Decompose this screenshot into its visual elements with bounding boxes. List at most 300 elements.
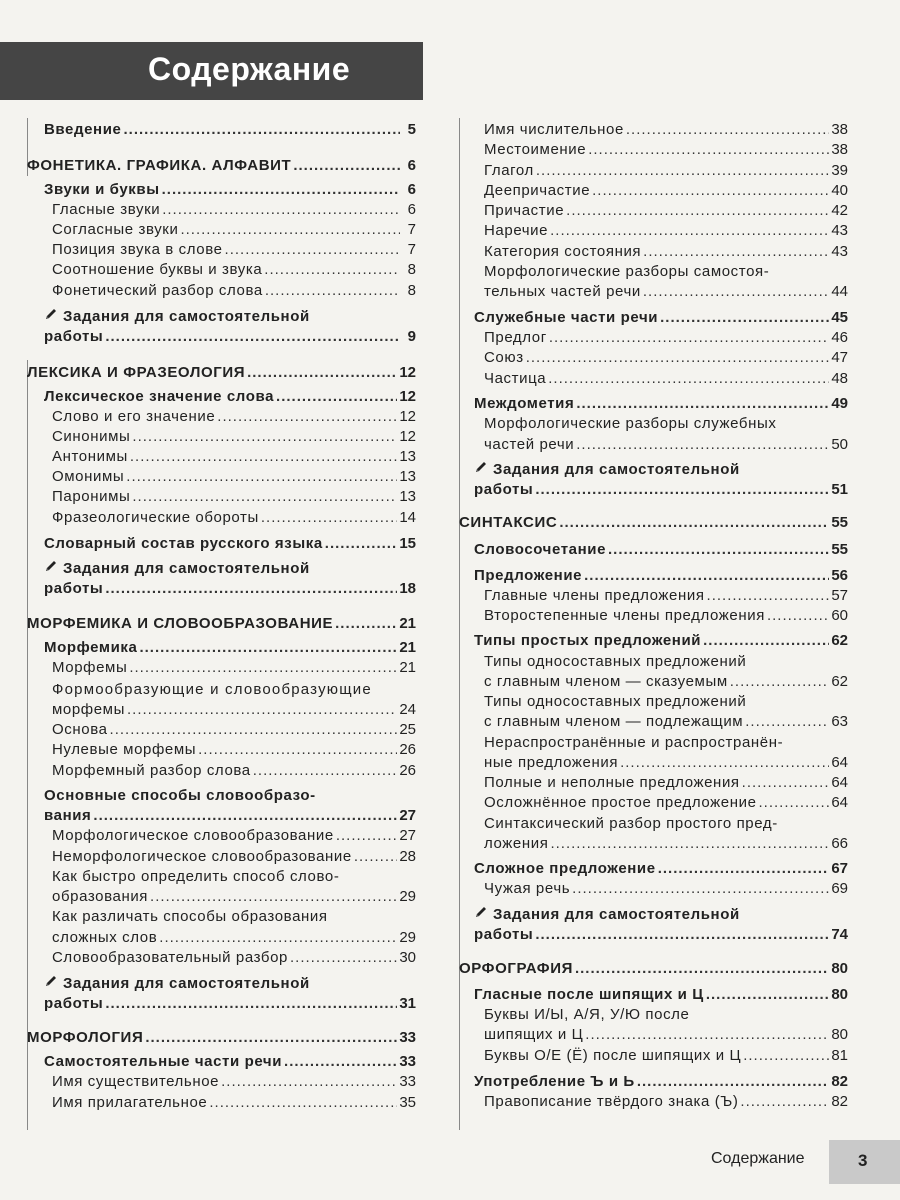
toc-page-number: 6 xyxy=(407,181,416,198)
toc-entry xyxy=(484,712,848,732)
toc-entry xyxy=(44,994,416,1014)
toc-entry-title: Морфемный разбор слова xyxy=(52,762,251,779)
left-column-rule xyxy=(27,360,28,610)
toc-entry-title: Позиция звука в слове xyxy=(52,241,223,258)
toc-entry-title: Словообразовательный разбор xyxy=(52,949,288,966)
leader-dots xyxy=(132,427,397,447)
toc-entry xyxy=(484,201,848,221)
toc-page-number: 26 xyxy=(399,741,416,758)
toc-entry-title: Имя числительное xyxy=(484,121,624,138)
leader-dots xyxy=(253,761,398,781)
toc-page-number: 18 xyxy=(399,580,416,597)
toc-entry xyxy=(52,867,416,887)
leader-dots xyxy=(620,753,829,773)
leader-dots xyxy=(535,925,829,945)
toc-entry-title: Морфологическое словообразование xyxy=(52,827,334,844)
toc-page-number: 13 xyxy=(399,488,416,505)
leader-dots xyxy=(707,586,830,606)
toc-entry xyxy=(484,834,848,854)
toc-page-number: 30 xyxy=(399,949,416,966)
toc-entry-title: Словарный состав русского языка xyxy=(44,535,323,552)
toc-page-number: 55 xyxy=(831,514,848,531)
toc-page-number: 5 xyxy=(407,121,416,138)
toc-page-number: 29 xyxy=(399,888,416,905)
toc-entry xyxy=(484,733,848,753)
toc-page-number: 38 xyxy=(831,141,848,158)
toc-entry-title: МОРФОЛОГИЯ xyxy=(27,1029,144,1046)
toc-page-number: 82 xyxy=(831,1073,848,1090)
toc-entry-title: Типы односоставных предложений xyxy=(484,653,747,670)
toc-entry xyxy=(484,1005,848,1025)
toc-entry xyxy=(44,180,416,200)
toc-entry xyxy=(52,658,416,678)
toc-entry-title: с главным членом — подлежащим xyxy=(484,713,744,730)
toc-entry xyxy=(484,161,848,181)
toc-page-number: 40 xyxy=(831,182,848,199)
toc-entry xyxy=(474,460,848,480)
toc-entry xyxy=(474,308,848,328)
toc-entry-title: Служебные части речи xyxy=(474,309,659,326)
toc-entry-title: Формообразующие и словообразующие xyxy=(52,681,372,698)
toc-entry xyxy=(474,1072,848,1092)
toc-entry xyxy=(52,281,416,301)
toc-entry-title: Типы простых предложений xyxy=(474,632,702,649)
toc-entry-title: Морфологические разборы самостоя- xyxy=(484,263,770,280)
toc-page-number: 43 xyxy=(831,222,848,239)
toc-entry xyxy=(474,540,848,560)
toc-entry-title: ные предложения xyxy=(484,754,619,771)
toc-entry xyxy=(484,262,848,282)
toc-entry xyxy=(484,793,848,813)
toc-entry-title: ОРФОГРАФИЯ xyxy=(459,960,573,977)
leader-dots xyxy=(93,806,397,826)
toc-entry xyxy=(27,363,416,383)
toc-page-number: 7 xyxy=(407,241,416,258)
toc-entry-title: Глагол xyxy=(484,162,534,179)
toc-entry-title: Категория состояния xyxy=(484,243,642,260)
toc-entry-title: Нулевые морфемы xyxy=(52,741,197,758)
toc-entry-title: Как быстро определить способ слово- xyxy=(52,868,340,885)
toc-page-number: 55 xyxy=(831,541,848,558)
toc-entry-title: работы xyxy=(44,328,104,345)
toc-page-number: 21 xyxy=(399,639,416,656)
leader-dots xyxy=(130,447,397,467)
toc-entry-title: Задания для самостоятельной xyxy=(63,560,310,577)
toc-entry xyxy=(52,260,416,280)
toc-entry-title: Неморфологическое словообразование xyxy=(52,848,352,865)
toc-page-number: 26 xyxy=(399,762,416,779)
toc-entry-title: Междометия xyxy=(474,395,575,412)
leader-dots xyxy=(150,887,397,907)
toc-page-number: 21 xyxy=(399,659,416,676)
toc-entry xyxy=(484,242,848,262)
page-title: Содержание xyxy=(148,51,351,87)
toc-entry-title: Фонетический разбор слова xyxy=(52,282,263,299)
toc-page-number: 80 xyxy=(831,960,848,977)
toc-entry-title: шипящих и Ц xyxy=(484,1026,584,1043)
toc-page-number: 80 xyxy=(831,1026,848,1043)
toc-entry-title: Сложное предложение xyxy=(474,860,656,877)
toc-entry xyxy=(44,1052,416,1072)
leader-dots xyxy=(608,540,829,560)
toc-entry-title: Гласные после шипящих и Ц xyxy=(474,986,704,1003)
toc-page-number: 28 xyxy=(399,848,416,865)
toc-entry-title: Второстепенные члены предложения xyxy=(484,607,765,624)
toc-entry xyxy=(52,720,416,740)
toc-entry xyxy=(484,140,848,160)
toc-entry-title: Правописание твёрдого знака (Ъ) xyxy=(484,1093,739,1110)
toc-entry-title: Синонимы xyxy=(52,428,131,445)
footer-label: Содержание xyxy=(711,1150,805,1167)
toc-page-number: 13 xyxy=(399,448,416,465)
toc-entry-title: Слово и его значение xyxy=(52,408,216,425)
right-column-rule xyxy=(459,118,460,518)
toc-entry xyxy=(484,348,848,368)
toc-entry xyxy=(44,638,416,658)
toc-page-number: 67 xyxy=(831,860,848,877)
toc-entry-title: Типы односоставных предложений xyxy=(484,693,747,710)
toc-entry-title: Как различать способы образования xyxy=(52,908,328,925)
leader-dots xyxy=(221,1072,397,1092)
leader-dots xyxy=(767,606,829,626)
toc-entry xyxy=(52,220,416,240)
leader-dots xyxy=(105,579,397,599)
toc-page-number: 57 xyxy=(831,587,848,604)
toc-entry-title: Причастие xyxy=(484,202,565,219)
leader-dots xyxy=(588,140,829,160)
toc-entry-title: Самостоятельные части речи xyxy=(44,1053,283,1070)
leader-dots xyxy=(198,740,397,760)
leader-dots xyxy=(740,1092,829,1112)
leader-dots xyxy=(264,260,400,280)
toc-entry xyxy=(44,786,416,806)
leader-dots xyxy=(549,328,829,348)
toc-page-number: 46 xyxy=(831,329,848,346)
toc-page-number: 25 xyxy=(399,721,416,738)
toc-entry-title: ЛЕКСИКА И ФРАЗЕОЛОГИЯ xyxy=(27,364,246,381)
leader-dots xyxy=(276,387,397,407)
toc-entry xyxy=(474,859,848,879)
toc-entry-title: Синтаксический разбор простого пред- xyxy=(484,815,778,832)
toc-page-number: 56 xyxy=(831,567,848,584)
toc-page-number: 69 xyxy=(831,880,848,897)
leader-dots xyxy=(284,1052,397,1072)
toc-entry xyxy=(44,974,416,994)
toc-page-number: 49 xyxy=(831,395,848,412)
toc-entry-title: Морфемика xyxy=(44,639,138,656)
toc-entry xyxy=(484,282,848,302)
toc-page-number: 66 xyxy=(831,835,848,852)
leader-dots xyxy=(742,773,830,793)
leader-dots xyxy=(559,513,829,533)
toc-entry xyxy=(44,559,416,579)
toc-entry xyxy=(484,328,848,348)
title-bar xyxy=(0,42,423,100)
toc-entry xyxy=(484,221,848,241)
toc-entry xyxy=(484,120,848,140)
toc-entry xyxy=(27,614,416,634)
toc-entry-title: образования xyxy=(52,888,149,905)
toc-entry-title: Омонимы xyxy=(52,468,125,485)
toc-entry-title: СИНТАКСИС xyxy=(459,514,558,531)
toc-entry-title: морфемы xyxy=(52,701,125,718)
leader-dots xyxy=(105,994,397,1014)
leader-dots xyxy=(261,508,397,528)
toc-page-number: 27 xyxy=(399,807,416,824)
right-column-rule xyxy=(459,518,460,958)
toc-entry-title: сложных слов xyxy=(52,929,158,946)
toc-entry xyxy=(474,985,848,1005)
toc-entry xyxy=(52,948,416,968)
toc-entry xyxy=(484,672,848,692)
leader-dots xyxy=(293,156,400,176)
toc-entry-title: Задания для самостоятельной xyxy=(63,975,310,992)
leader-dots xyxy=(626,120,829,140)
toc-entry xyxy=(52,240,416,260)
leader-dots xyxy=(180,220,400,240)
toc-entry xyxy=(484,586,848,606)
toc-page-number: 42 xyxy=(831,202,848,219)
toc-entry xyxy=(484,753,848,773)
toc-entry-title: Антонимы xyxy=(52,448,128,465)
toc-entry xyxy=(484,606,848,626)
toc-entry-title: с главным членом — сказуемым xyxy=(484,673,728,690)
toc-page-number: 62 xyxy=(831,673,848,690)
leader-dots xyxy=(576,394,829,414)
toc-entry-title: Фразеологические обороты xyxy=(52,509,259,526)
toc-page-number: 38 xyxy=(831,121,848,138)
toc-entry-title: Имя прилагательное xyxy=(52,1094,208,1111)
toc-entry xyxy=(44,327,416,347)
toc-entry-title: Гласные звуки xyxy=(52,201,161,218)
leader-dots xyxy=(162,180,400,200)
toc-entry xyxy=(44,579,416,599)
toc-entry-title: Деепричастие xyxy=(484,182,591,199)
toc-page-number: 15 xyxy=(399,535,416,552)
toc-page-number: 6 xyxy=(407,157,416,174)
toc-page-number: 6 xyxy=(407,201,416,218)
toc-page-number: 14 xyxy=(399,509,416,526)
toc-entry xyxy=(484,814,848,834)
toc-page-number: 8 xyxy=(407,261,416,278)
toc-entry-title: Полные и неполные предложения xyxy=(484,774,740,791)
leader-dots xyxy=(658,859,830,879)
toc-entry-title: Задания для самостоятельной xyxy=(493,461,740,478)
leader-dots xyxy=(584,566,829,586)
toc-page-number: 39 xyxy=(831,162,848,179)
toc-page-number: 24 xyxy=(399,701,416,718)
leader-dots xyxy=(550,834,829,854)
toc-entry-title: Лексическое значение слова xyxy=(44,388,275,405)
toc-entry-title: Союз xyxy=(484,349,524,366)
toc-page-number: 33 xyxy=(399,1053,416,1070)
toc-entry xyxy=(52,508,416,528)
toc-entry xyxy=(474,566,848,586)
toc-entry xyxy=(474,905,848,925)
toc-page-number: 63 xyxy=(831,713,848,730)
toc-entry xyxy=(459,959,848,979)
pencil-icon xyxy=(44,307,58,321)
toc-page-number: 64 xyxy=(831,754,848,771)
toc-entry xyxy=(52,826,416,846)
leader-dots xyxy=(162,200,400,220)
toc-entry xyxy=(52,487,416,507)
right-column-rule xyxy=(459,958,460,1130)
leader-dots xyxy=(209,1093,397,1113)
toc-entry-title: Местоимение xyxy=(484,141,587,158)
leader-dots xyxy=(354,847,397,867)
toc-entry xyxy=(484,1092,848,1112)
toc-entry xyxy=(52,447,416,467)
toc-page-number: 31 xyxy=(399,995,416,1012)
toc-entry xyxy=(484,1046,848,1066)
toc-entry xyxy=(484,181,848,201)
toc-entry-title: Введение xyxy=(44,121,122,138)
toc-entry-title: тельных частей речи xyxy=(484,283,641,300)
toc-entry xyxy=(52,427,416,447)
toc-entry-title: Главные члены предложения xyxy=(484,587,705,604)
toc-entry-title: Буквы И/Ы, А/Я, У/Ю после xyxy=(484,1006,690,1023)
leader-dots xyxy=(572,879,829,899)
toc-entry-title: Основные способы словообразо- xyxy=(44,787,316,804)
leader-dots xyxy=(703,631,829,651)
leader-dots xyxy=(576,435,829,455)
leader-dots xyxy=(132,487,397,507)
toc-page-number: 21 xyxy=(399,615,416,632)
toc-entry-title: Буквы О/Е (Ё) после шипящих и Ц xyxy=(484,1047,742,1064)
leader-dots xyxy=(592,181,829,201)
leader-dots xyxy=(217,407,397,427)
footer-page-box xyxy=(829,1140,900,1184)
toc-entry xyxy=(484,414,848,434)
toc-entry xyxy=(52,847,416,867)
leader-dots xyxy=(575,959,829,979)
toc-page-number: 44 xyxy=(831,283,848,300)
toc-entry xyxy=(484,369,848,389)
toc-entry-title: Звуки и буквы xyxy=(44,181,160,198)
leader-dots xyxy=(126,467,397,487)
toc-entry xyxy=(52,700,416,720)
toc-page-number: 9 xyxy=(407,328,416,345)
toc-page-number: 62 xyxy=(831,632,848,649)
pencil-icon xyxy=(44,974,58,988)
toc-entry-title: Чужая речь xyxy=(484,880,571,897)
toc-entry xyxy=(44,120,416,140)
leader-dots xyxy=(706,985,829,1005)
toc-page-number: 33 xyxy=(399,1073,416,1090)
toc-entry xyxy=(52,407,416,427)
toc-page-number: 35 xyxy=(399,1094,416,1111)
toc-entry-title: вания xyxy=(44,807,92,824)
toc-page-number: 12 xyxy=(399,428,416,445)
toc-entry-title: Основа xyxy=(52,721,108,738)
toc-entry-title: Имя существительное xyxy=(52,1073,220,1090)
leader-dots xyxy=(637,1072,830,1092)
toc-entry-title: Согласные звуки xyxy=(52,221,179,238)
leader-dots xyxy=(129,658,397,678)
toc-entry xyxy=(52,928,416,948)
pencil-icon xyxy=(474,460,488,474)
toc-entry xyxy=(27,156,416,176)
leader-dots xyxy=(124,120,401,140)
leader-dots xyxy=(526,348,830,368)
leader-dots xyxy=(536,161,829,181)
toc-entry xyxy=(52,761,416,781)
pencil-icon xyxy=(474,905,488,919)
left-column-rule xyxy=(27,610,28,1020)
toc-page-number: 7 xyxy=(407,221,416,238)
leader-dots xyxy=(127,700,397,720)
toc-entry-title: работы xyxy=(474,926,534,943)
leader-dots xyxy=(336,826,398,846)
toc-page-number: 45 xyxy=(831,309,848,326)
toc-entry-title: частей речи xyxy=(484,436,575,453)
toc-entry xyxy=(52,680,416,700)
leader-dots xyxy=(265,281,400,301)
leader-dots xyxy=(247,363,397,383)
toc-page-number: 8 xyxy=(407,282,416,299)
toc-entry xyxy=(27,1028,416,1048)
toc-entry-title: Соотношение буквы и звука xyxy=(52,261,263,278)
toc-entry-title: Морфемы xyxy=(52,659,128,676)
toc-page-number: 12 xyxy=(399,408,416,425)
leader-dots xyxy=(643,242,829,262)
leader-dots xyxy=(325,534,398,554)
leader-dots xyxy=(225,240,400,260)
toc-page-number: 60 xyxy=(831,607,848,624)
toc-entry xyxy=(52,1093,416,1113)
toc-entry xyxy=(52,887,416,907)
toc-page-number: 64 xyxy=(831,794,848,811)
toc-page-number: 47 xyxy=(831,349,848,366)
toc-entry xyxy=(44,387,416,407)
toc-entry-title: Частица xyxy=(484,370,547,387)
leader-dots xyxy=(105,327,400,347)
leader-dots xyxy=(535,480,829,500)
toc-entry xyxy=(44,534,416,554)
toc-entry xyxy=(474,925,848,945)
leader-dots xyxy=(759,793,830,813)
toc-page-number: 12 xyxy=(399,388,416,405)
toc-entry xyxy=(484,879,848,899)
toc-entry xyxy=(484,435,848,455)
toc-entry xyxy=(484,1025,848,1045)
leader-dots xyxy=(550,221,829,241)
toc-page-number: 43 xyxy=(831,243,848,260)
toc-entry xyxy=(52,1072,416,1092)
leader-dots xyxy=(660,308,829,328)
toc-entry-title: работы xyxy=(474,481,534,498)
toc-page-number: 50 xyxy=(831,436,848,453)
toc-entry-title: Морфологические разборы служебных xyxy=(484,415,777,432)
toc-page-number: 80 xyxy=(831,986,848,1003)
toc-page-number: 74 xyxy=(831,926,848,943)
leader-dots xyxy=(290,948,397,968)
toc-entry xyxy=(52,467,416,487)
leader-dots xyxy=(745,712,829,732)
toc-entry-title: Задания для самостоятельной xyxy=(63,308,310,325)
toc-page-number: 81 xyxy=(831,1047,848,1064)
toc-entry-title: Задания для самостоятельной xyxy=(493,906,740,923)
toc-page-number: 33 xyxy=(399,1029,416,1046)
toc-page-number: 82 xyxy=(831,1093,848,1110)
toc-entry xyxy=(459,513,848,533)
toc-entry xyxy=(474,631,848,651)
toc-entry-title: ложения xyxy=(484,835,549,852)
toc-page-number: 48 xyxy=(831,370,848,387)
toc-page-number: 29 xyxy=(399,929,416,946)
leader-dots xyxy=(730,672,830,692)
